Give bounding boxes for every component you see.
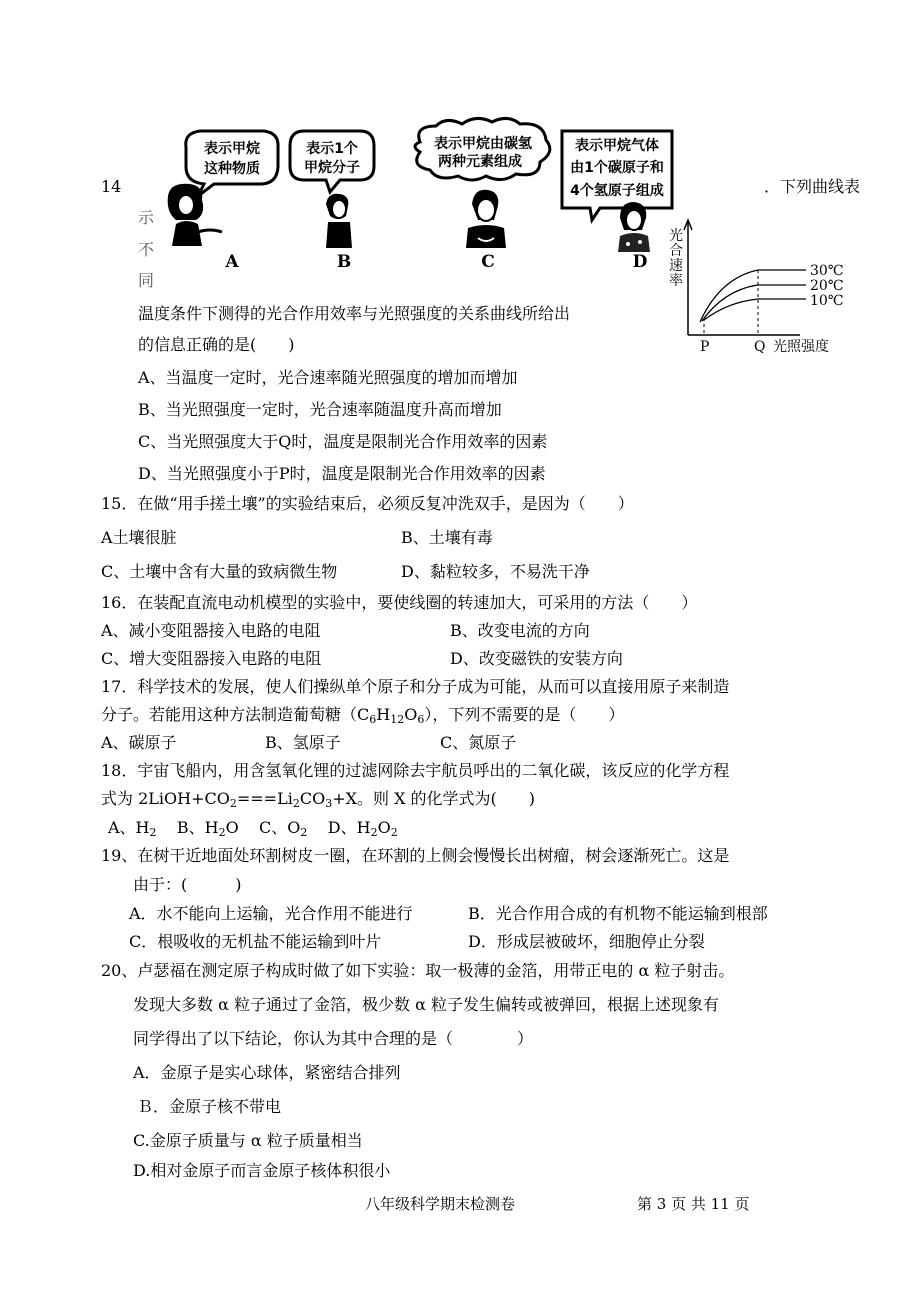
q16-option-c: C、增大变阻器接入电路的电阻 [101,649,322,668]
q19-option-d: D．形成层被破坏，细胞停止分裂 [468,932,705,951]
q18-option-b: B、$H_2O$ [176,818,239,839]
footer-page-number: 第 3 页 共 11 页 [637,1195,750,1213]
graph-ylabel-4: 率 [669,273,683,289]
q15-option-d: D、黏粒较多，不易洗干净 [401,562,590,581]
figure-a-label: A [225,252,239,272]
bubble-d-line2: 由1个碳原子和 [570,160,664,176]
q14-option-a: A、当温度一定时，光合速率随光照强度的增加而增加 [138,368,518,387]
figure-c-label: C [481,252,495,272]
figure-d-label: D [632,252,648,272]
q19-option-c: C．根吸收的无机盐不能运输到叶片 [129,932,382,951]
graph-ylabel-2: 合 [669,243,683,259]
graph-label-30: 30℃ [810,263,844,279]
graph-label-q: Q [754,339,766,355]
q14-stem-line1: 温度条件下测得的光合作用效率与光照强度的关系曲线所给出 [138,304,571,323]
q15-option-b: B、土壤有毒 [401,528,493,547]
q14-option-c: C、当光照强度大于Q时，温度是限制光合作用效率的因素 [138,432,548,451]
graph-ylabel-3: 速 [669,258,683,274]
q18-option-d: D、$H_2O_2$ [327,818,398,839]
bubble-b-line2: 甲烷分子 [304,160,360,176]
bubble-d-line1: 表示甲烷气体 [575,138,659,154]
q15-option-c: C、土壤中含有大量的致病微生物 [101,562,338,581]
q16-option-d: D、改变磁铁的安装方向 [450,649,623,668]
q20-stem-line3: 同学得出了以下结论，你认为其中合理的是（ ） [133,1029,534,1048]
bubble-a-line1: 表示甲烷 [204,141,260,157]
q20-stem-line1: 20、卢瑟福在测定原子构成时做了如下实验：取一极薄的金箔，用带正电的 α 粒子射击。 [101,961,735,980]
graph-label-10: 10℃ [810,293,844,309]
q18-stem-line2: 式为 $2LiOH+CO_2===Li_2CO_3+X$。则 X 的化学式为( ) [101,789,536,810]
q15-option-a: A土壤很脏 [101,528,177,547]
bubble-d-line3: 4个氢原子组成 [570,183,664,199]
bubble-b-line1: 表示1个 [306,141,358,157]
q14-number: 14 [101,177,122,196]
graph-ylabel-1: 光 [669,228,683,244]
q14-fragment-1: 示 [138,208,155,227]
q20-option-c: C.金原子质量与 α 粒子质量相当 [133,1131,363,1150]
q18-stem-line1: 18．宇宙飞船内，用含氢氧化锂的过滤网除去宇航员呼出的二氧化碳，该反应的化学方程 [101,761,730,780]
q17-option-c: C、氮原子 [440,733,517,752]
footer-title: 八年级科学期末检测卷 [365,1195,516,1213]
graph-xlabel: 光照强度 [773,339,829,355]
q18-options [108,818,398,843]
q14-stem-line2: 的信息正确的是( ) [138,335,295,354]
q14-fragment-3: 同 [138,271,155,290]
q17-stem-line2: 分子。若能用这种方法制造葡萄糖$(C_6H_{12}O_6)$，下列不需要的是（ ） [101,705,625,726]
q20-option-d: D.相对金原子而言金原子核体积很小 [133,1161,391,1180]
bubble-c-line1: 表示甲烷由碳氢 [434,136,532,152]
q19-option-a: A．水不能向上运输，光合作用不能进行 [129,904,413,923]
q19-option-b: B．光合作用合成的有机物不能运输到根部 [468,904,768,923]
bubble-a-line2: 这种物质 [204,161,260,177]
q19-stem-line2: 由于：( ) [133,875,242,894]
q18-option-c: C、$O_2$ [259,818,308,839]
figure-b-label: B [336,252,352,272]
q15-stem: 15．在做“用手搓土壤”的实验结束后，必须反复冲洗双手，是因为（ ） [101,494,634,513]
graph-label-p: P [700,339,710,355]
bubble-c-line2: 两种元素组成 [438,154,522,170]
q16-stem: 16．在装配直流电动机模型的实验中，要使线圈的转速加大，可采用的方法（ ） [101,593,698,612]
q17-stem-line1: 17．科学技术的发展，使人们操纵单个原子和分子成为可能，从而可以直接用原子来制造 [101,677,730,696]
q14-fragment-2: 不 [138,240,155,259]
q18-option-a: A、$H_2$ [108,818,157,839]
q20-option-a: A．金原子是实心球体，紧密结合排列 [133,1063,401,1082]
q17-option-a: A、碳原子 [101,733,177,752]
q14-option-b: B、当光照强度一定时，光合速率随温度升高而增加 [138,400,502,419]
q17-option-b: B、氢原子 [265,733,341,752]
q16-option-b: B、改变电流的方向 [450,621,590,640]
graph-label-20: 20℃ [810,278,844,294]
q16-option-a: A、减小变阻器接入电路的电阻 [101,621,321,640]
q19-stem-line1: 19、在树干近地面处环割树皮一圈，在环割的上侧会慢慢长出树瘤，树会逐渐死亡。这是 [101,846,730,865]
q20-stem-line2: 发现大多数 α 粒子通过了金箔，极少数 α 粒子发生偏转或被弹回，根据上述现象有 [133,995,719,1014]
q14-stem-tail: ．下列曲线表 [764,177,861,196]
q14-option-d: D、当光照强度小于P时，温度是限制光合作用效率的因素 [138,464,546,483]
q20-option-b: Ｂ．金原子核不带电 [137,1097,282,1116]
